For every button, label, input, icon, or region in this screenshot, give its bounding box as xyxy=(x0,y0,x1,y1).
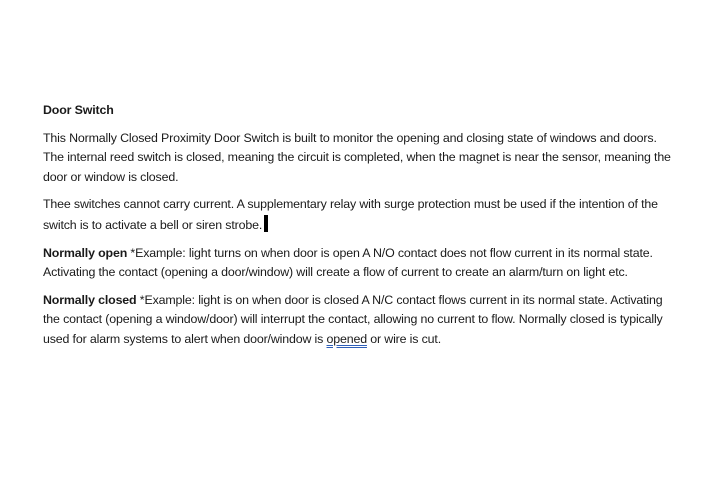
normally-open-label: Normally open xyxy=(43,245,128,260)
paragraph-description-text: This Normally Closed Proximity Door Switch is built to monitor the opening and closing state of windows and doors. The internal reed switch is closed, meaning the circuit is completed, when the magnet is near the sensor, meaning the door or window is closed. xyxy=(43,130,671,184)
spellcheck-flagged-word[interactable]: opened xyxy=(326,331,367,346)
paragraph-description xyxy=(43,129,673,188)
paragraph-normally-open xyxy=(43,244,673,283)
text-cursor xyxy=(264,215,268,232)
document-heading: Door Switch xyxy=(43,103,114,117)
document-body[interactable] xyxy=(43,101,673,358)
normally-closed-label: Normally closed xyxy=(43,292,137,307)
normally-closed-text-end: or wire is cut. xyxy=(366,331,441,346)
normally-open-text: *Example: light turns on when door is open A N/O contact does not flow current in its normal state. Activating the contact (opening a door/window) will create a flow of current to create an alarm/turn on light etc. xyxy=(43,245,653,280)
normally-closed-text: *Example: light is on when door is closed A N/C contact flows current in its normal state. Activating the contact (opening a window/door) will interrupt the contact, allowing no current to flow. Normally closed is typically used for alarm systems to alert when door/window is xyxy=(43,292,663,346)
paragraph-normally-closed xyxy=(43,291,673,350)
paragraph-current-warning xyxy=(43,195,673,235)
paragraph-current-warning-text: Thee switches cannot carry current. A supplementary relay with surge protection must be used if the intention of the switch is to activate a bell or siren strobe. xyxy=(43,197,658,232)
